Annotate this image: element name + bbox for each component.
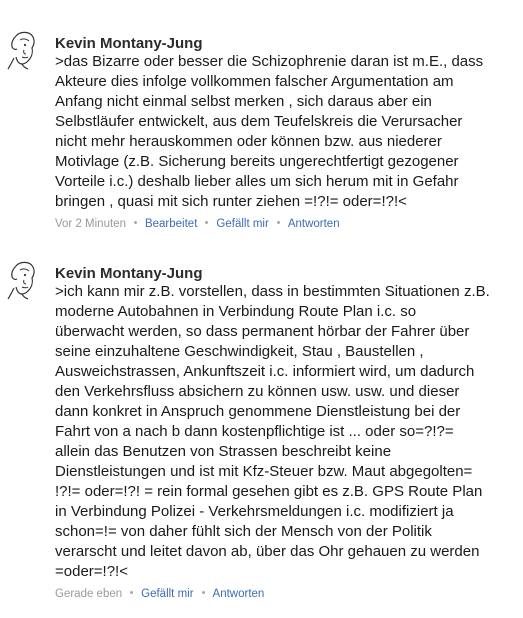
- comment-timestamp: Vor 2 Minuten: [55, 218, 126, 230]
- comment: [0, 28, 523, 238]
- comment-text-line: Selbstläufer entwickelt, aus dem Teufelskreis die Verursacher: [55, 113, 463, 130]
- comment-text-line: bringen , quasi mit sich runter ziehen =!?!= oder=!?!<: [55, 193, 407, 210]
- comment-actions: [55, 218, 340, 230]
- reply-button[interactable]: Antworten: [212, 588, 265, 600]
- comment-text-line: überwacht werden, so dass permanent hörbar der Fahrer über: [55, 323, 470, 340]
- separator-dot: [130, 591, 133, 594]
- separator-dot: [202, 591, 205, 594]
- comment-text-line: allein das Benutzen von Strassen beschreibt keine: [55, 443, 392, 460]
- comment-text: [55, 52, 521, 212]
- reply-button[interactable]: Antworten: [287, 218, 340, 230]
- comment-text-line: Akteure dies infolge vollkommen falscher Argumentation am: [55, 73, 454, 90]
- comment-text-line: Motivlage (z.B. Sicherung bereits ungerechtfertigt gezogener: [55, 153, 459, 170]
- comment-text-line: in Verbindung Polizei - Verkehrsmeldungen i.c. modifiziert ja: [55, 503, 454, 520]
- comment-text-line: Fahrt von a nach b dann kostenpflichtige ist ... oder so=?!?=: [55, 423, 454, 440]
- separator-dot: [134, 221, 137, 224]
- comment-text-line: seine einzuhaltene Geschwindigkeit, Stau , Baustellen ,: [55, 343, 424, 360]
- like-button[interactable]: Gefällt mir: [141, 588, 194, 600]
- comment-text-line: dann konkret in Anspruch genommene Dienstleistung bei der: [55, 403, 461, 420]
- edited-link[interactable]: Bearbeitet: [144, 218, 198, 230]
- comment-author[interactable]: Kevin Montany-Jung: [55, 265, 203, 282]
- comment-text-line: >ich kann mir z.B. vorstellen, dass in bestimmten Situationen z.B.: [55, 283, 490, 300]
- comment-text-line: =oder=!?!<: [55, 563, 128, 580]
- comment-text-line: >das Bizarre oder besser die Schizophrenie daran ist m.E., dass: [55, 53, 484, 70]
- comment-timestamp: Gerade eben: [55, 588, 123, 600]
- comment-text-line: Anfang nicht einmal selbst merken , sich daraus aber ein: [55, 93, 432, 110]
- comment-text-line: Dienstleistungen und ist mit Kfz-Steuer bzw. Maut abgegolten=: [55, 463, 473, 480]
- sketch-face-avatar-icon[interactable]: [6, 260, 40, 300]
- comment-text-line: Vorteile i.c.) deshalb lieber alles um sich herum mit in Gefahr: [55, 173, 459, 190]
- comment-text-line: den Verkehrsfluss absichern zu können usw. usw. und dieser: [55, 383, 460, 400]
- comment-author[interactable]: Kevin Montany-Jung: [55, 35, 203, 52]
- separator-dot: [277, 221, 280, 224]
- comment-text-line: !?!= oder=!?! = rein formal gesehen gibt es z.B. GPS Route Plan: [55, 483, 483, 500]
- sketch-face-avatar-icon[interactable]: [6, 30, 40, 70]
- like-button[interactable]: Gefällt mir: [216, 218, 269, 230]
- comment-text-line: verarscht und leitet davon ab, über das Ohr gehauen zu werden: [55, 543, 480, 560]
- comment-actions: [55, 588, 264, 600]
- comment-text: [55, 282, 521, 582]
- comment-text-line: schon=!= von daher fühlt sich der Mensch von der Politik: [55, 523, 432, 540]
- separator-dot: [205, 221, 208, 224]
- comment: [0, 258, 523, 608]
- comment-text-line: moderne Autobahnen in Verbindung Route Plan i.c. so: [55, 303, 417, 320]
- comment-text-line: Ausweichstrassen, Ankunftszeit i.c. informiert wird, um dadurch: [55, 363, 475, 380]
- comment-text-line: nicht mehr herauskommen oder können bzw. aus niederer: [55, 133, 442, 150]
